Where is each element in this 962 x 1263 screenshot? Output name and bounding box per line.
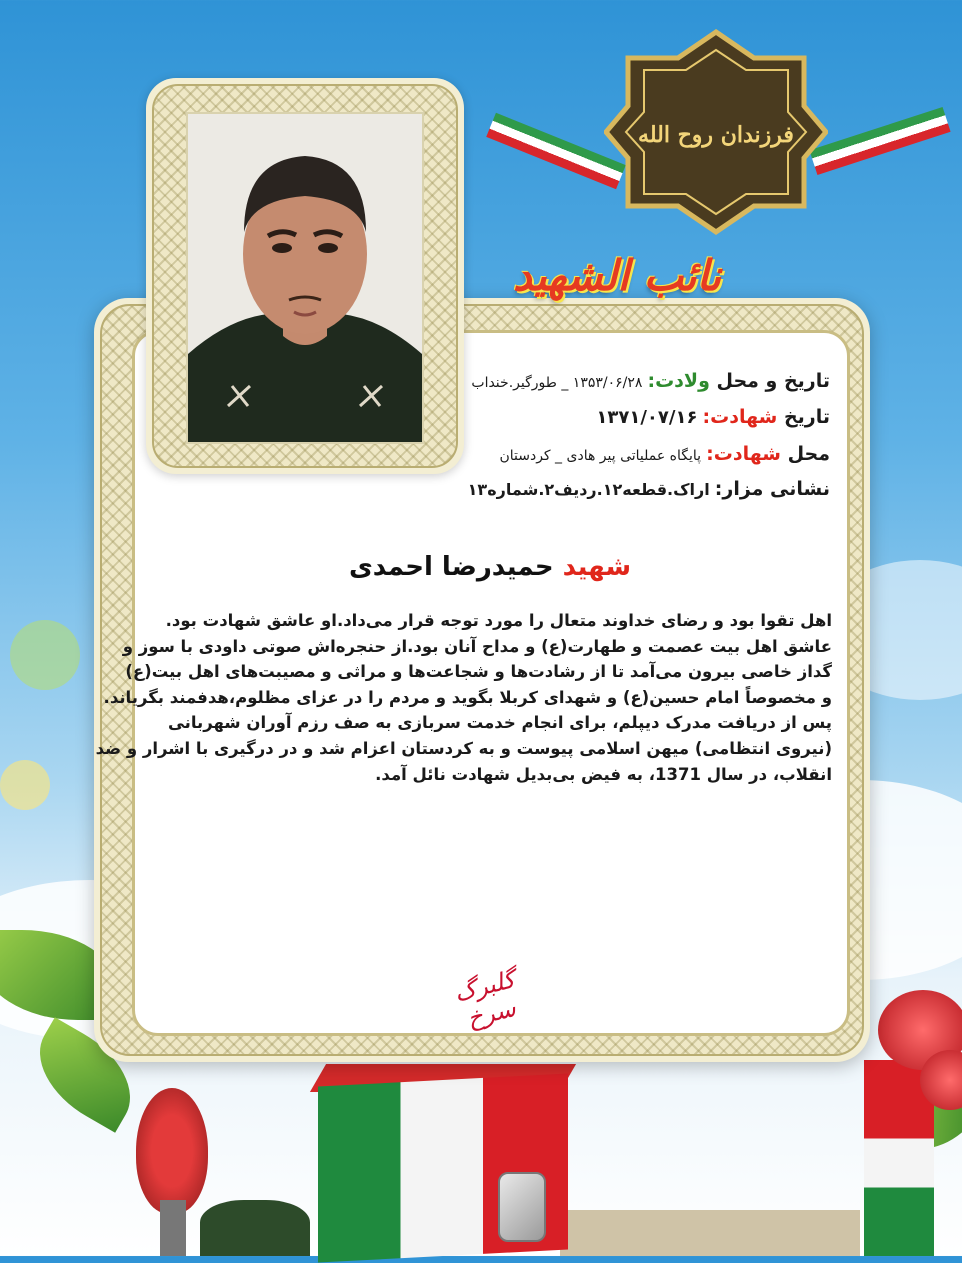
birth-value: ۱۳۵۳/۰۶/۲۸ _ طورگیر.خنداب (471, 375, 643, 391)
martyrdom-place-label: محل (780, 443, 830, 465)
bio-line: و مخصوصاً امام حسین(ع) و شهدای کربلا بگوید و مردم را در عزای مظلوم،هدفمند بگریاند. (103, 687, 832, 707)
bokeh-light (0, 760, 50, 810)
martyrdom-date-label: تاریخ (777, 406, 830, 428)
bio-line: انقلاب، در سال 1371، به فیض بی‌بدیل شهادت نائل آمد. (375, 764, 832, 784)
buildings (560, 1210, 860, 1256)
bio-line: گداز خاصی بیرون می‌آمد تا از رشادت‌ها و شجاعت‌ها و مراثی و مصیبت‌های اهل بیت(ع) (125, 662, 832, 682)
bio-line: عاشق اهل بیت عصمت و طهارت(ع) و مداح آنان بود.از حنجره‌اش صوتی داودی با سوز و (122, 636, 832, 656)
full-name: حمیدرضا احمدی (348, 552, 554, 582)
bio-line: اهل تقوا بود و رضای خداوند متعال را مورد توجه قرار می‌داد.او عاشق شهادت بود. (165, 611, 832, 630)
martyrdom-place-info (499, 443, 830, 465)
flag-ribbon-right (809, 107, 950, 175)
biography (95, 608, 832, 787)
grave-value: اراک.قطعه۱۲.ردیف۲.شماره۱۳ (467, 480, 710, 499)
emblem-text: فرزندان روح الله (638, 122, 794, 148)
role-title: نائب الشهید (512, 251, 722, 300)
martyrdom-date-value: ۱۳۷۱/۰۷/۱۶ (596, 407, 698, 428)
birth-info (471, 370, 830, 392)
signature-logo: گلبرگ سرخ (451, 965, 519, 1033)
grave-info (468, 478, 830, 500)
bokeh-light (10, 620, 80, 690)
martyrdom-date-label-highlight: شهادت: (702, 406, 778, 428)
calligraphy-emblem (604, 28, 828, 236)
tulip-monument (136, 1088, 208, 1214)
birth-label-highlight: ولادت: (647, 370, 710, 392)
martyrdom-place-label-highlight: شهادت: (706, 443, 781, 465)
portrait-illustration (188, 114, 422, 442)
birth-label: تاریخ و محل (709, 370, 830, 392)
trees (200, 1200, 310, 1256)
name-prefix: شهید (562, 552, 632, 582)
martyrdom-place-value: پایگاه عملیاتی پیر هادی _ کردستان (499, 448, 702, 464)
portrait-photo (186, 112, 424, 444)
martyrdom-date-info (596, 406, 830, 428)
bio-line: (نیروی انتظامی) میهن اسلامی پیوست و به کردستان اعزام شد و در درگیری با اشرار و ضد (95, 738, 832, 758)
martyr-name (250, 552, 730, 582)
dog-tag (498, 1172, 546, 1242)
grave-label: نشانی مزار: (714, 478, 830, 500)
bio-line: پس از دریافت مدرک دیپلم، برای انجام خدمت سربازی به صف رزم آوران شهربانی (167, 713, 832, 733)
monument-base (160, 1200, 186, 1256)
